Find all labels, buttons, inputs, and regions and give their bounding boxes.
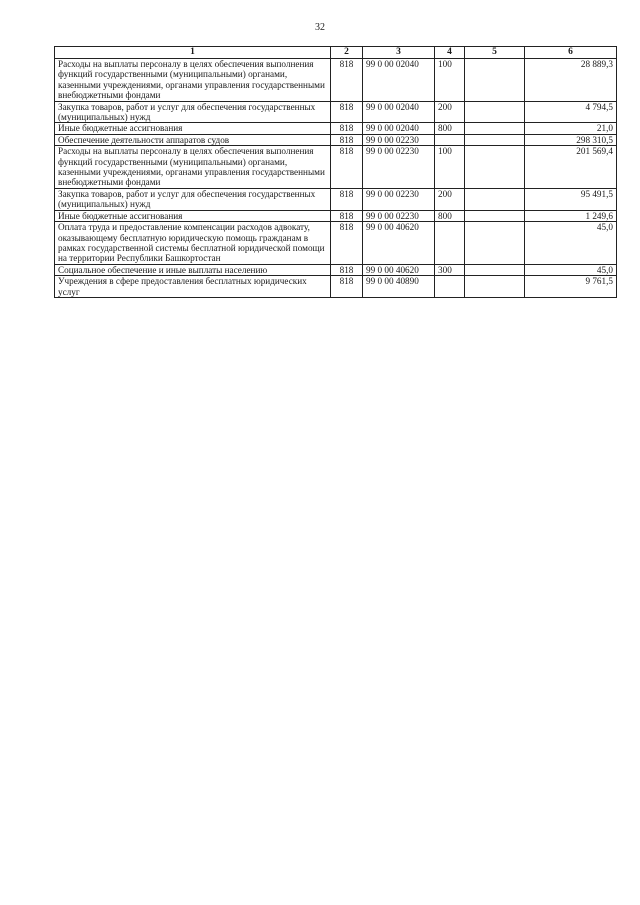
- header-row: [55, 47, 617, 59]
- row-code-cell: 99 0 00 02230: [363, 134, 435, 145]
- row-gl-cell: 818: [331, 134, 363, 145]
- row-code-cell: 99 0 00 40890: [363, 276, 435, 298]
- header-col-3: 3: [363, 47, 435, 59]
- budget-table: [54, 46, 617, 298]
- row-vr-cell: [435, 222, 465, 265]
- row-vr-cell: 800: [435, 210, 465, 221]
- row-amount-cell: 4 794,5: [525, 101, 617, 123]
- row-code-cell: 99 0 00 40620: [363, 264, 435, 275]
- row-gl-cell: 818: [331, 123, 363, 134]
- row-name-cell: Иные бюджетные ассигнования: [55, 123, 331, 134]
- header-col-1: 1: [55, 47, 331, 59]
- table-row: [55, 59, 617, 102]
- row-name-cell: Учреждения в сфере предоставления бесплатных юридических услуг: [55, 276, 331, 298]
- row-vr-cell: [435, 134, 465, 145]
- table-row: [55, 188, 617, 210]
- row-vr-cell: 100: [435, 146, 465, 189]
- row-name-cell: Расходы на выплаты персоналу в целях обеспечения выполнения функций государственными (муниципальными) органами, казенными учреждениями, органами управления государственными внебюджетными фондами: [55, 59, 331, 102]
- row-vr-cell: 800: [435, 123, 465, 134]
- row-amount-cell: 1 249,6: [525, 210, 617, 221]
- page-number: 32: [315, 22, 325, 33]
- row-gl-cell: 818: [331, 264, 363, 275]
- row-amount-cell: 21,0: [525, 123, 617, 134]
- row-col5-cell: [465, 134, 525, 145]
- row-col5-cell: [465, 101, 525, 123]
- row-col5-cell: [465, 210, 525, 221]
- header-col-2: 2: [331, 47, 363, 59]
- header-col-6: 6: [525, 47, 617, 59]
- row-vr-cell: 200: [435, 188, 465, 210]
- row-amount-cell: 45,0: [525, 264, 617, 275]
- row-name-cell: Иные бюджетные ассигнования: [55, 210, 331, 221]
- row-name-cell: Расходы на выплаты персоналу в целях обеспечения выполнения функций государственными (муниципальными) органами, казенными учреждениями, органами управления государственными внебюджетными фондами: [55, 146, 331, 189]
- table-row: [55, 123, 617, 134]
- table-header: [55, 47, 617, 59]
- row-vr-cell: [435, 276, 465, 298]
- row-code-cell: 99 0 00 02040: [363, 123, 435, 134]
- row-name-cell: Закупка товаров, работ и услуг для обеспечения государственных (муниципальных) нужд: [55, 101, 331, 123]
- row-gl-cell: 818: [331, 188, 363, 210]
- row-col5-cell: [465, 222, 525, 265]
- row-name-cell: Обеспечение деятельности аппаратов судов: [55, 134, 331, 145]
- row-name-cell: Закупка товаров, работ и услуг для обеспечения государственных (муниципальных) нужд: [55, 188, 331, 210]
- row-gl-cell: 818: [331, 210, 363, 221]
- row-col5-cell: [465, 276, 525, 298]
- row-gl-cell: 818: [331, 146, 363, 189]
- row-col5-cell: [465, 59, 525, 102]
- row-vr-cell: 300: [435, 264, 465, 275]
- row-code-cell: 99 0 00 02040: [363, 59, 435, 102]
- row-vr-cell: 100: [435, 59, 465, 102]
- row-name-cell: Социальное обеспечение и иные выплаты населению: [55, 264, 331, 275]
- table-row: [55, 101, 617, 123]
- row-gl-cell: 818: [331, 222, 363, 265]
- row-amount-cell: 201 569,4: [525, 146, 617, 189]
- row-gl-cell: 818: [331, 59, 363, 102]
- row-code-cell: 99 0 00 02040: [363, 101, 435, 123]
- row-gl-cell: 818: [331, 101, 363, 123]
- row-code-cell: 99 0 00 02230: [363, 146, 435, 189]
- row-code-cell: 99 0 00 02230: [363, 210, 435, 221]
- table-row: [55, 222, 617, 265]
- row-amount-cell: 28 889,3: [525, 59, 617, 102]
- header-col-5: 5: [465, 47, 525, 59]
- row-amount-cell: 298 310,5: [525, 134, 617, 145]
- row-col5-cell: [465, 264, 525, 275]
- row-amount-cell: 95 491,5: [525, 188, 617, 210]
- row-vr-cell: 200: [435, 101, 465, 123]
- row-col5-cell: [465, 146, 525, 189]
- table-row: [55, 146, 617, 189]
- row-col5-cell: [465, 123, 525, 134]
- table-row: [55, 264, 617, 275]
- row-gl-cell: 818: [331, 276, 363, 298]
- table-row: [55, 134, 617, 145]
- table-body: [55, 59, 617, 298]
- row-code-cell: 99 0 00 40620: [363, 222, 435, 265]
- row-amount-cell: 45,0: [525, 222, 617, 265]
- table-row: [55, 210, 617, 221]
- header-col-4: 4: [435, 47, 465, 59]
- row-name-cell: Оплата труда и предоставление компенсации расходов адвокату, оказывающему бесплатную юридическую помощь гражданам в рамках государственной системы бесплатной юридической помощи на территории Республики Башкортостан: [55, 222, 331, 265]
- table-row: [55, 276, 617, 298]
- row-amount-cell: 9 761,5: [525, 276, 617, 298]
- row-code-cell: 99 0 00 02230: [363, 188, 435, 210]
- row-col5-cell: [465, 188, 525, 210]
